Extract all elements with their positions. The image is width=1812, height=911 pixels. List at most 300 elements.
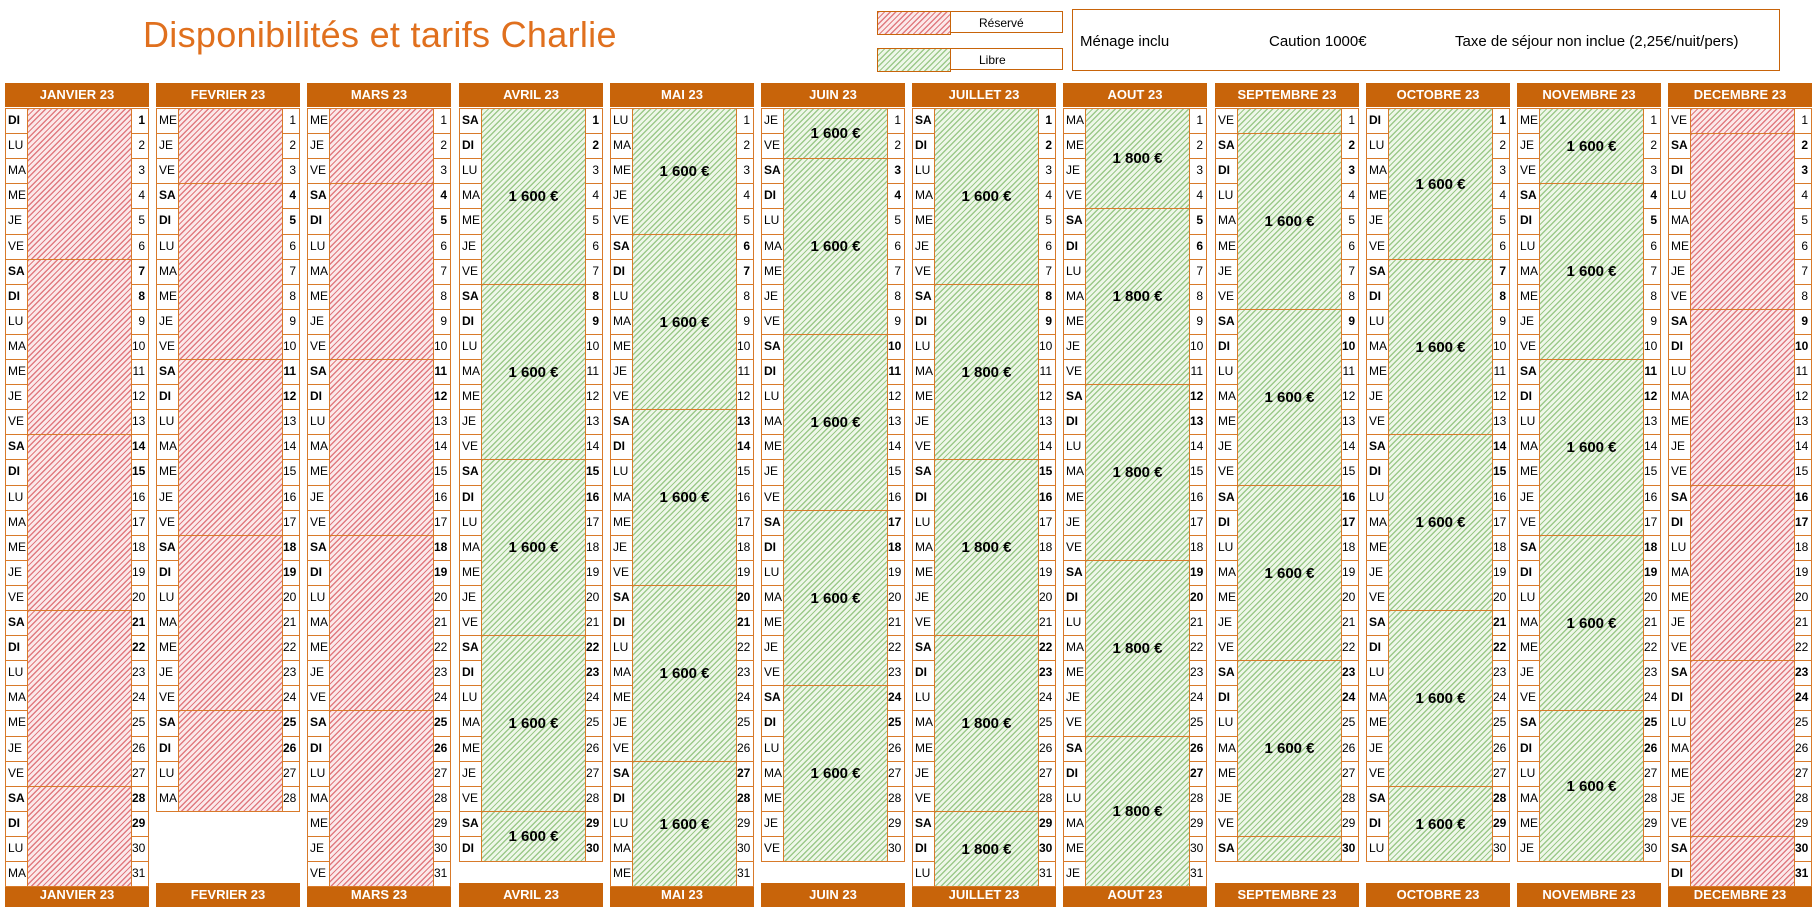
- period-free[interactable]: [1085, 736, 1190, 887]
- day-number-cell: 1: [887, 108, 905, 134]
- period-free[interactable]: [934, 635, 1039, 812]
- period-free[interactable]: [783, 108, 888, 159]
- period-price: 1 600 €: [1264, 740, 1315, 757]
- day-name-cell: SA: [912, 811, 935, 837]
- day-name-cell: VE: [912, 786, 935, 812]
- day-number-cell: 5: [887, 208, 905, 235]
- day-number-cell: 30: [1794, 836, 1812, 862]
- period-reserved[interactable]: [27, 610, 132, 787]
- day-number-cell: 29: [1794, 811, 1812, 837]
- day-number-cell: 14: [585, 434, 603, 460]
- day-name-cell: ME: [1668, 585, 1691, 611]
- period-price: 1 600 €: [508, 363, 559, 381]
- period-free[interactable]: [632, 234, 737, 410]
- day-name-cell: SA: [156, 359, 179, 385]
- period-free[interactable]: [1388, 610, 1493, 787]
- day-name-cell: JE: [307, 660, 330, 686]
- day-number-cell: 20: [1492, 585, 1510, 611]
- day-name-cell: MA: [1668, 208, 1691, 235]
- day-name-cell: SA: [1063, 384, 1086, 410]
- day-number-cell: 1: [131, 108, 149, 134]
- day-name-cell: ME: [1063, 133, 1086, 159]
- period-free[interactable]: [481, 108, 586, 285]
- day-name-cell: LU: [1366, 836, 1389, 862]
- day-number-cell: 6: [282, 234, 300, 260]
- period-free[interactable]: [1237, 309, 1342, 486]
- period-free[interactable]: [632, 585, 737, 762]
- day-number-cell: 13: [433, 409, 451, 435]
- day-number-cell: 10: [1341, 334, 1359, 360]
- day-name-cell: ME: [5, 183, 28, 209]
- day-name-cell: VE: [156, 510, 179, 536]
- period-free[interactable]: [1539, 359, 1644, 536]
- day-name-cell: JE: [1063, 861, 1086, 887]
- day-name-cell: JE: [1215, 786, 1238, 812]
- day-number-cell: 1: [433, 108, 451, 134]
- day-name-cell: MA: [5, 158, 28, 184]
- period-free[interactable]: [481, 459, 586, 636]
- day-name-cell: SA: [761, 685, 784, 711]
- month-footer: AVRIL 23: [459, 883, 603, 907]
- day-name-cell: MA: [1517, 259, 1540, 285]
- day-number-cell: 24: [1189, 685, 1207, 711]
- day-name-cell: ME: [1668, 761, 1691, 787]
- day-name-cell: MA: [156, 610, 179, 636]
- period-reserved[interactable]: [1690, 108, 1795, 134]
- period-price: 1 600 €: [1415, 175, 1466, 193]
- period-reserved[interactable]: [329, 108, 434, 184]
- day-number-cell: 31: [433, 861, 451, 887]
- day-name-cell: VE: [761, 133, 784, 159]
- period-free[interactable]: [1237, 485, 1342, 661]
- day-name-cell: JE: [459, 761, 482, 787]
- day-name-cell: SA: [5, 786, 28, 812]
- day-number-cell: 2: [131, 133, 149, 159]
- day-number-cell: 9: [1492, 309, 1510, 335]
- period-free[interactable]: [934, 284, 1039, 460]
- period-free[interactable]: [632, 108, 737, 235]
- day-name-cell: DI: [1366, 108, 1389, 134]
- day-number-cell: 4: [1189, 183, 1207, 209]
- day-name-cell: DI: [307, 208, 330, 235]
- period-free[interactable]: [783, 334, 888, 511]
- day-number-cell: 29: [887, 811, 905, 837]
- period-free[interactable]: [1085, 208, 1190, 385]
- day-number-cell: 30: [1492, 836, 1510, 862]
- day-number-cell: 23: [1794, 660, 1812, 686]
- day-name-cell: LU: [156, 409, 179, 435]
- day-name-cell: LU: [459, 158, 482, 184]
- period-free[interactable]: [1539, 183, 1644, 360]
- day-name-cell: SA: [761, 334, 784, 360]
- day-name-cell: DI: [761, 535, 784, 561]
- day-name-cell: LU: [307, 761, 330, 787]
- day-number-cell: 8: [1643, 284, 1661, 310]
- day-name-cell: SA: [1517, 359, 1540, 385]
- day-number-cell: 3: [433, 158, 451, 184]
- day-number-cell: 5: [736, 208, 754, 235]
- day-number-cell: 27: [131, 761, 149, 787]
- day-name-cell: ME: [610, 685, 633, 711]
- day-name-cell: VE: [307, 861, 330, 887]
- day-number-cell: 29: [1492, 811, 1510, 837]
- day-name-cell: MA: [1063, 459, 1086, 486]
- period-free[interactable]: [1085, 108, 1190, 209]
- day-name-cell: SA: [1366, 610, 1389, 636]
- month-header: MARS 23: [307, 83, 451, 107]
- day-name-cell: MA: [5, 861, 28, 887]
- day-name-cell: JE: [5, 560, 28, 586]
- day-name-cell: ME: [1366, 710, 1389, 737]
- day-name-cell: MA: [307, 786, 330, 812]
- day-name-cell: ME: [459, 736, 482, 762]
- month-footer: JUIN 23: [761, 883, 905, 907]
- day-name-cell: LU: [1063, 434, 1086, 460]
- day-number-cell: 13: [1341, 409, 1359, 435]
- period-free[interactable]: [1085, 384, 1190, 561]
- day-name-cell: SA: [610, 409, 633, 435]
- day-name-cell: VE: [912, 610, 935, 636]
- day-name-cell: ME: [912, 736, 935, 762]
- period-reserved[interactable]: [27, 434, 132, 611]
- day-number-cell: 5: [1643, 208, 1661, 235]
- day-number-cell: 18: [433, 535, 451, 561]
- day-number-cell: 1: [1492, 108, 1510, 134]
- day-number-cell: 11: [585, 359, 603, 385]
- period-reserved[interactable]: [1690, 485, 1795, 661]
- day-number-cell: 2: [1341, 133, 1359, 159]
- day-name-cell: VE: [5, 585, 28, 611]
- day-name-cell: VE: [307, 685, 330, 711]
- period-price: 1 600 €: [1566, 777, 1617, 795]
- day-number-cell: 28: [433, 786, 451, 812]
- day-name-cell: JE: [307, 485, 330, 511]
- period-free[interactable]: [632, 761, 737, 887]
- day-name-cell: JE: [1215, 610, 1238, 636]
- day-name-cell: MA: [5, 334, 28, 360]
- period-free[interactable]: [1237, 660, 1342, 837]
- day-name-cell: SA: [1668, 485, 1691, 511]
- period-price: 1 800 €: [961, 715, 1012, 732]
- period-reserved[interactable]: [1690, 133, 1795, 310]
- period-free[interactable]: [1539, 710, 1644, 862]
- day-number-cell: 22: [282, 635, 300, 661]
- day-name-cell: MA: [761, 585, 784, 611]
- month-header: AVRIL 23: [459, 83, 603, 107]
- day-name-cell: ME: [1063, 660, 1086, 686]
- day-name-cell: MA: [912, 183, 935, 209]
- day-name-cell: ME: [610, 158, 633, 184]
- day-number-cell: 9: [131, 309, 149, 335]
- period-reserved[interactable]: [178, 710, 283, 812]
- day-name-cell: SA: [610, 761, 633, 787]
- day-name-cell: SA: [459, 284, 482, 310]
- day-name-cell: LU: [1668, 535, 1691, 561]
- day-number-cell: 5: [1492, 208, 1510, 235]
- day-name-cell: ME: [1366, 359, 1389, 385]
- day-name-cell: VE: [1215, 108, 1238, 134]
- period-price: 1 800 €: [961, 539, 1012, 556]
- day-name-cell: SA: [459, 635, 482, 661]
- day-number-cell: 16: [1189, 485, 1207, 511]
- period-free[interactable]: [632, 409, 737, 586]
- day-name-cell: DI: [156, 384, 179, 410]
- period-free[interactable]: [481, 811, 586, 862]
- day-number-cell: 28: [736, 786, 754, 812]
- day-number-cell: 6: [1341, 234, 1359, 260]
- day-number-cell: 7: [585, 259, 603, 285]
- day-number-cell: 6: [1643, 234, 1661, 260]
- day-number-cell: 16: [736, 485, 754, 511]
- day-number-cell: 7: [1189, 259, 1207, 285]
- day-name-cell: ME: [5, 359, 28, 385]
- day-number-cell: 27: [585, 761, 603, 787]
- period-reserved[interactable]: [329, 183, 434, 360]
- day-number-cell: 8: [131, 284, 149, 310]
- period-free[interactable]: [783, 158, 888, 335]
- day-number-cell: 21: [585, 610, 603, 636]
- day-number-cell: 18: [1794, 535, 1812, 561]
- day-number-cell: 8: [887, 284, 905, 310]
- day-number-cell: 12: [585, 384, 603, 410]
- period-free[interactable]: [934, 108, 1039, 285]
- day-name-cell: ME: [459, 384, 482, 410]
- day-name-cell: VE: [1668, 108, 1691, 134]
- day-name-cell: MA: [5, 510, 28, 536]
- day-number-cell: 22: [131, 635, 149, 661]
- day-number-cell: 31: [736, 861, 754, 887]
- period-price: 1 600 €: [659, 665, 710, 682]
- period-free[interactable]: [783, 510, 888, 686]
- day-number-cell: 26: [1643, 736, 1661, 762]
- day-number-cell: 2: [282, 133, 300, 159]
- day-number-cell: 19: [282, 560, 300, 586]
- period-reserved[interactable]: [329, 535, 434, 711]
- day-number-cell: 7: [1492, 259, 1510, 285]
- day-name-cell: LU: [912, 158, 935, 184]
- day-name-cell: LU: [912, 334, 935, 360]
- period-free[interactable]: [1388, 259, 1493, 435]
- day-number-cell: 13: [1643, 409, 1661, 435]
- day-number-cell: 19: [1038, 560, 1056, 586]
- day-name-cell: ME: [1366, 535, 1389, 561]
- day-name-cell: VE: [1215, 459, 1238, 486]
- day-number-cell: 3: [1038, 158, 1056, 184]
- day-number-cell: 27: [433, 761, 451, 787]
- day-name-cell: ME: [1668, 409, 1691, 435]
- day-name-cell: VE: [1366, 234, 1389, 260]
- day-name-cell: ME: [610, 861, 633, 887]
- day-name-cell: VE: [459, 786, 482, 812]
- period-free[interactable]: [1388, 108, 1493, 260]
- day-name-cell: JE: [1517, 309, 1540, 335]
- day-name-cell: DI: [1517, 384, 1540, 410]
- period-reserved[interactable]: [1690, 836, 1795, 887]
- day-number-cell: 8: [1492, 284, 1510, 310]
- period-price: 1 600 €: [1264, 213, 1315, 230]
- period-free[interactable]: [1388, 786, 1493, 862]
- day-name-cell: JE: [912, 761, 935, 787]
- period-reserved[interactable]: [178, 359, 283, 536]
- day-name-cell: VE: [5, 761, 28, 787]
- period-price: 1 600 €: [508, 539, 559, 556]
- day-number-cell: 2: [1038, 133, 1056, 159]
- day-name-cell: ME: [156, 459, 179, 486]
- day-number-cell: 21: [1492, 610, 1510, 636]
- day-number-cell: 6: [887, 234, 905, 260]
- legend-free-label: Libre: [950, 48, 1063, 70]
- period-reserved[interactable]: [178, 183, 283, 360]
- day-name-cell: JE: [912, 409, 935, 435]
- day-number-cell: 10: [1189, 334, 1207, 360]
- day-name-cell: LU: [610, 459, 633, 486]
- day-number-cell: 14: [131, 434, 149, 460]
- day-number-cell: 10: [1643, 334, 1661, 360]
- day-number-cell: 19: [1643, 560, 1661, 586]
- day-number-cell: 30: [1038, 836, 1056, 862]
- day-number-cell: 12: [887, 384, 905, 410]
- period-reserved[interactable]: [1690, 309, 1795, 486]
- period-free[interactable]: [1388, 434, 1493, 611]
- day-name-cell: SA: [459, 811, 482, 837]
- day-name-cell: ME: [761, 434, 784, 460]
- period-reserved[interactable]: [27, 786, 132, 887]
- day-number-cell: 13: [585, 409, 603, 435]
- day-name-cell: MA: [307, 259, 330, 285]
- legend-reserved-label: Réservé: [950, 11, 1063, 33]
- period-price: 1 600 €: [961, 188, 1012, 205]
- day-number-cell: 26: [131, 736, 149, 762]
- day-name-cell: SA: [912, 459, 935, 486]
- day-number-cell: 4: [433, 183, 451, 209]
- day-name-cell: LU: [1215, 183, 1238, 209]
- day-name-cell: JE: [610, 183, 633, 209]
- day-number-cell: 5: [585, 208, 603, 235]
- day-number-cell: 5: [1038, 208, 1056, 235]
- day-number-cell: 14: [1189, 434, 1207, 460]
- day-name-cell: JE: [610, 535, 633, 561]
- day-name-cell: VE: [912, 434, 935, 460]
- day-number-cell: 19: [1794, 560, 1812, 586]
- day-number-cell: 7: [131, 259, 149, 285]
- day-number-cell: 22: [1643, 635, 1661, 661]
- day-name-cell: ME: [1517, 811, 1540, 837]
- period-free[interactable]: [934, 459, 1039, 636]
- day-name-cell: MA: [1215, 736, 1238, 762]
- day-name-cell: VE: [912, 259, 935, 285]
- day-number-cell: 26: [1189, 736, 1207, 762]
- period-free[interactable]: [481, 284, 586, 460]
- day-number-cell: 9: [1189, 309, 1207, 335]
- day-name-cell: ME: [1517, 459, 1540, 486]
- day-name-cell: DI: [5, 459, 28, 486]
- day-number-cell: 6: [1492, 234, 1510, 260]
- day-name-cell: ME: [307, 284, 330, 310]
- day-name-cell: DI: [5, 284, 28, 310]
- day-name-cell: LU: [1517, 585, 1540, 611]
- day-name-cell: LU: [1063, 259, 1086, 285]
- period-free[interactable]: [1539, 535, 1644, 711]
- day-number-cell: 12: [1492, 384, 1510, 410]
- day-number-cell: 21: [1643, 610, 1661, 636]
- day-name-cell: JE: [307, 133, 330, 159]
- day-number-cell: 25: [1794, 710, 1812, 737]
- day-name-cell: VE: [156, 158, 179, 184]
- day-name-cell: LU: [5, 836, 28, 862]
- period-price: 1 800 €: [1112, 150, 1163, 167]
- day-number-cell: 14: [887, 434, 905, 460]
- day-number-cell: 28: [1794, 786, 1812, 812]
- period-free[interactable]: [1539, 108, 1644, 184]
- period-free[interactable]: [934, 811, 1039, 887]
- day-name-cell: DI: [1215, 685, 1238, 711]
- period-reserved[interactable]: [178, 108, 283, 184]
- period-reserved[interactable]: [27, 259, 132, 435]
- period-free[interactable]: [1237, 133, 1342, 310]
- day-number-cell: 7: [282, 259, 300, 285]
- day-number-cell: 12: [282, 384, 300, 410]
- period-reserved[interactable]: [27, 108, 132, 260]
- period-free[interactable]: [481, 635, 586, 812]
- day-number-cell: 20: [736, 585, 754, 611]
- period-reserved[interactable]: [1690, 660, 1795, 837]
- period-reserved[interactable]: [329, 359, 434, 536]
- period-price: 1 600 €: [1566, 614, 1617, 632]
- day-name-cell: VE: [1517, 510, 1540, 536]
- period-free[interactable]: [1237, 836, 1342, 862]
- day-number-cell: 19: [1341, 560, 1359, 586]
- day-name-cell: MA: [912, 535, 935, 561]
- day-number-cell: 14: [1038, 434, 1056, 460]
- day-number-cell: 17: [1794, 510, 1812, 536]
- period-free[interactable]: [1237, 108, 1342, 134]
- day-number-cell: 24: [131, 685, 149, 711]
- day-number-cell: 11: [1643, 359, 1661, 385]
- day-number-cell: 7: [1794, 259, 1812, 285]
- month-footer: DECEMBRE 23: [1668, 883, 1812, 907]
- day-number-cell: 27: [736, 761, 754, 787]
- day-number-cell: 29: [1038, 811, 1056, 837]
- day-number-cell: 1: [1189, 108, 1207, 134]
- day-name-cell: VE: [1668, 811, 1691, 837]
- day-number-cell: 23: [433, 660, 451, 686]
- day-number-cell: 26: [887, 736, 905, 762]
- day-name-cell: ME: [307, 108, 330, 134]
- day-number-cell: 28: [282, 786, 300, 812]
- day-number-cell: 15: [1189, 459, 1207, 486]
- period-reserved[interactable]: [329, 710, 434, 887]
- day-name-cell: LU: [5, 660, 28, 686]
- period-free[interactable]: [1085, 560, 1190, 737]
- day-number-cell: 25: [887, 710, 905, 737]
- day-name-cell: LU: [1517, 234, 1540, 260]
- period-free[interactable]: [783, 685, 888, 862]
- day-name-cell: VE: [1366, 585, 1389, 611]
- day-number-cell: 15: [282, 459, 300, 486]
- day-name-cell: DI: [5, 811, 28, 837]
- day-number-cell: 2: [887, 133, 905, 159]
- day-number-cell: 29: [433, 811, 451, 837]
- day-number-cell: 23: [887, 660, 905, 686]
- day-name-cell: SA: [912, 635, 935, 661]
- day-name-cell: DI: [761, 359, 784, 385]
- period-reserved[interactable]: [178, 535, 283, 711]
- day-number-cell: 6: [1794, 234, 1812, 260]
- day-name-cell: SA: [1215, 133, 1238, 159]
- period-price: 1 600 €: [659, 489, 710, 506]
- day-name-cell: VE: [156, 685, 179, 711]
- day-name-cell: ME: [1517, 108, 1540, 134]
